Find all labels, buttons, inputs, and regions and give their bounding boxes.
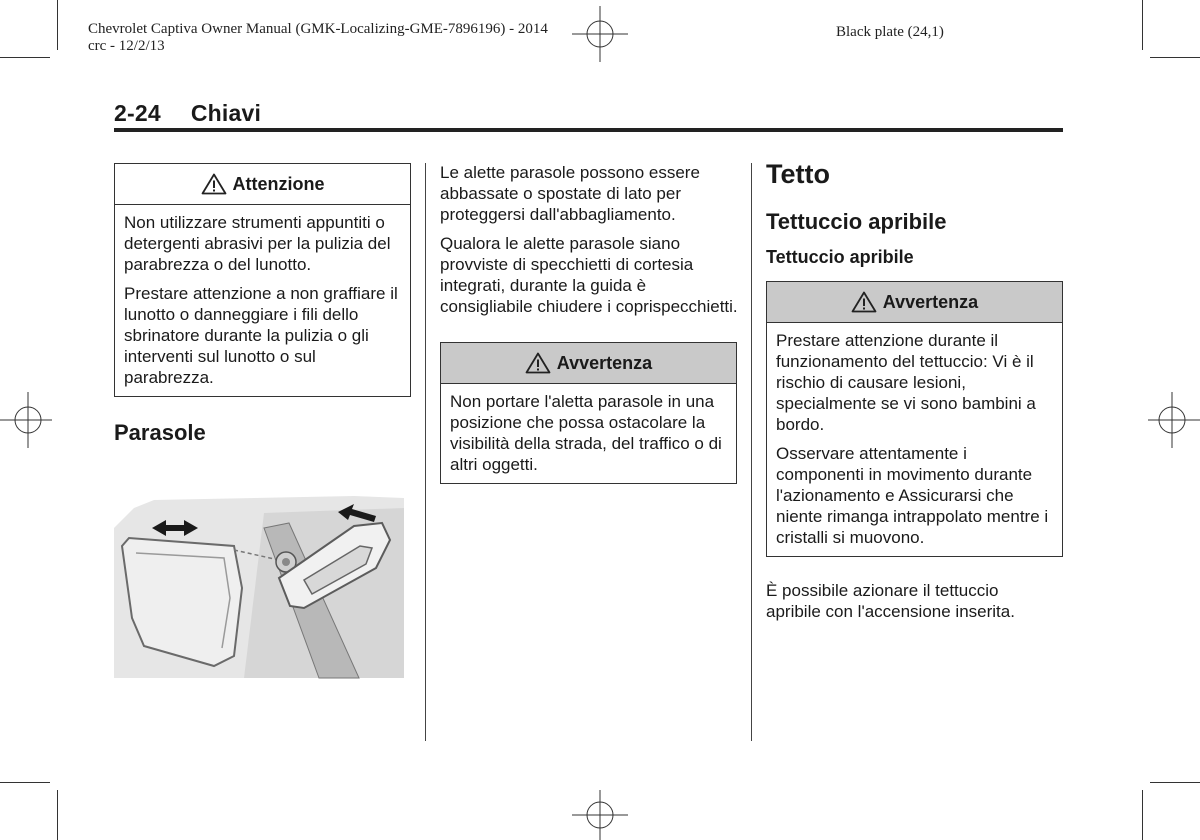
- page-number: 2-24: [114, 100, 161, 126]
- warning-triangle-icon: [201, 173, 227, 195]
- section-heading-parasole: Parasole: [114, 420, 206, 445]
- body-paragraph: Qualora le alette parasole siano provviste di specchietti di cortesia integrati, durante la guida è consigliabile chiudere i coprispecchietti.: [440, 234, 738, 316]
- warning-paragraph: Osservare attentamente i componenti in movimento durante l'azionamento e Assicurarsi che niente rimanga intrappolato mentre i cristalli si muovono.: [776, 444, 1049, 547]
- column-3-closing: [766, 580, 1056, 622]
- running-head: [114, 100, 261, 127]
- warning-triangle-icon: [525, 352, 551, 374]
- caution-paragraph: Non utilizzare strumenti appuntiti o detergenti abrasivi per la pulizia del parabrezza o del lunotto.: [124, 213, 391, 274]
- warning-box: [440, 342, 737, 484]
- registration-mark-icon: [1148, 392, 1200, 448]
- print-header-date: crc - 12/2/13: [88, 38, 165, 54]
- warning-box-header: [767, 282, 1062, 323]
- warning-paragraph: Non portare l'aletta parasole in una posizione che possa ostacolare la visibilità della strada, del traffico o di altri oggetti.: [450, 392, 722, 474]
- registration-mark-icon: [572, 6, 628, 62]
- caution-box: [114, 163, 411, 397]
- warning-paragraph: Prestare attenzione durante il funzionamento del tettuccio: Vi è il rischio di causare lesioni, specialmente se vi sono bambini a bordo.: [776, 331, 1036, 434]
- print-header-plate: Black plate (24,1): [836, 24, 944, 40]
- header-rule: [114, 128, 1063, 132]
- chapter-title: Chiavi: [190, 100, 262, 126]
- warning-box-header: [441, 343, 736, 384]
- warning-triangle-icon: [851, 291, 877, 313]
- body-paragraph: Le alette parasole possono essere abbassate o spostate di lato per proteggersi dall'abbagliamento.: [440, 163, 700, 224]
- print-header-manual: Chevrolet Captiva Owner Manual (GMK-Localizing-GME-7896196) - 2014: [88, 21, 548, 37]
- registration-mark-icon: [572, 790, 628, 840]
- caution-box-title: Attenzione: [232, 173, 325, 194]
- sun-visor-illustration: [114, 468, 410, 708]
- warning-box: [766, 281, 1063, 557]
- caution-paragraph: Prestare attenzione a non graffiare il lunotto o danneggiare i fili dello sbrinatore durante la pulizia o gli interventi sul lunotto o sul parabrezza.: [124, 284, 398, 387]
- column-2-text: [440, 162, 740, 317]
- section-heading-tetto: Tetto: [766, 159, 830, 189]
- column-divider: [751, 163, 752, 741]
- warning-box-title: Avvertenza: [556, 352, 653, 373]
- caution-box-header: [115, 164, 410, 205]
- registration-mark-icon: [0, 392, 52, 448]
- caution-box-body: [115, 205, 410, 396]
- warning-box-body: [441, 384, 736, 483]
- subheading-tettuccio: Tettuccio apribile: [766, 209, 947, 234]
- subsubheading-tettuccio: Tettuccio apribile: [766, 247, 914, 267]
- body-paragraph: È possibile azionare il tettuccio apribile con l'accensione inserita.: [766, 581, 1015, 621]
- column-divider: [425, 163, 426, 741]
- warning-box-body: [767, 323, 1062, 556]
- warning-box-title: Avvertenza: [882, 291, 979, 312]
